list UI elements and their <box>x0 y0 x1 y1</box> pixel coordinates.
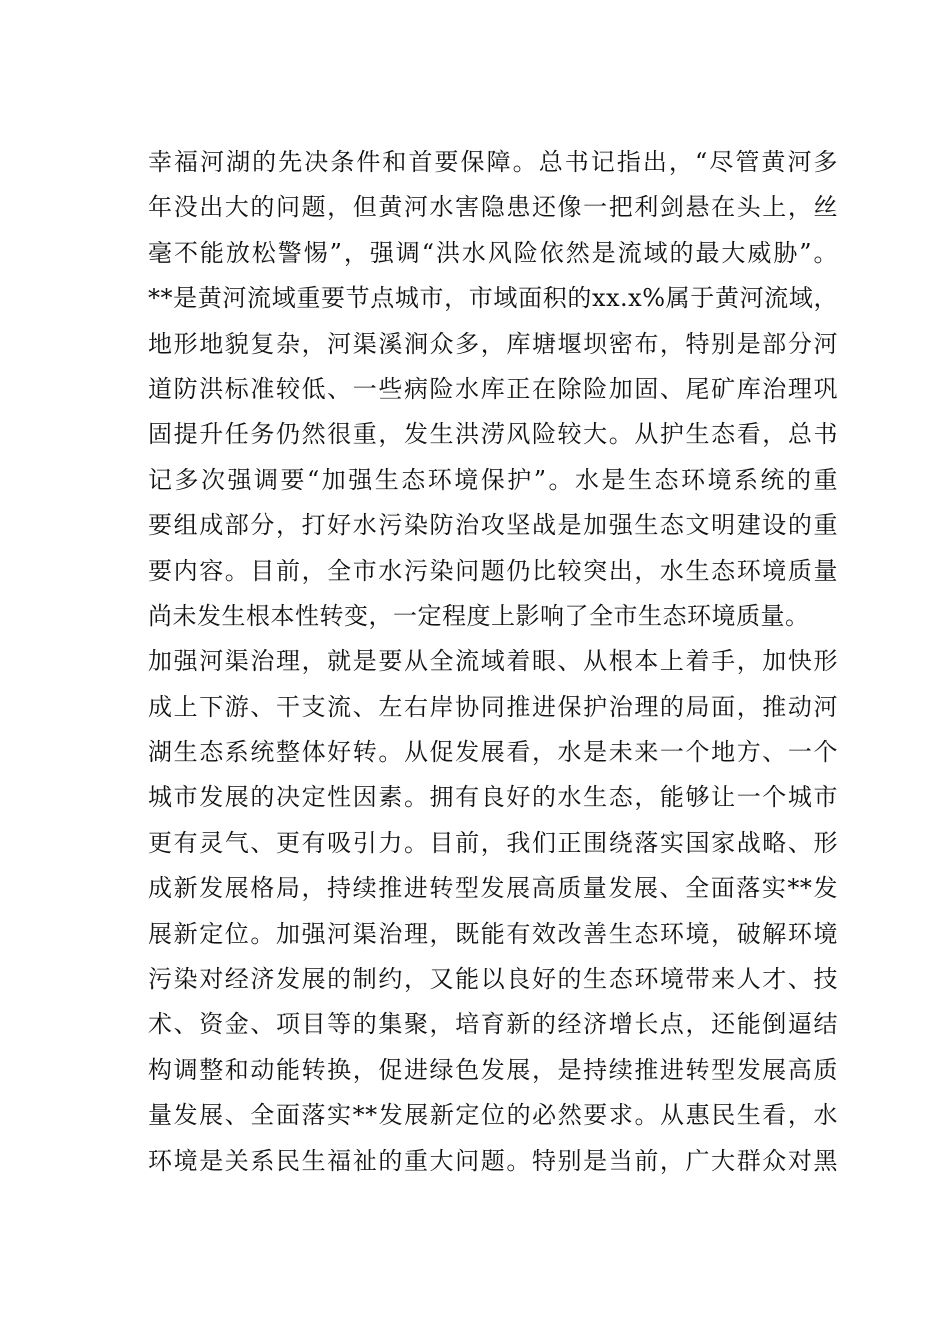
text-line: 污染对经济发展的制约，又能以良好的生态环境带来人才、技 <box>148 965 838 994</box>
text-line: 城市发展的决定性因素。拥有良好的水生态，能够让一个城市 <box>148 783 838 812</box>
text-line: 术、资金、项目等的集聚，培育新的经济增长点，还能倒逼结 <box>148 1010 838 1039</box>
text-line: 成新发展格局，持续推进转型发展高质量发展、全面落实**发 <box>148 874 838 903</box>
text-line: 尚未发生根本性转变，一定程度上影响了全市生态环境质量。 <box>148 601 810 630</box>
text-line: 量发展、全面落实**发展新定位的必然要求。从惠民生看，水 <box>148 1101 838 1130</box>
text-line: 毫不能放松警惕”，强调“洪水风险依然是流域的最大威胁”。 <box>148 238 838 267</box>
text-line: 构调整和动能转换，促进绿色发展，是持续推进转型发展高质 <box>148 1055 838 1084</box>
text-line: 更有灵气、更有吸引力。目前，我们正围绕落实国家战略、形 <box>148 828 838 857</box>
text-line: 展新定位。加强河渠治理，既能有效改善生态环境，破解环境 <box>148 919 838 948</box>
text-line: 湖生态系统整体好转。从促发展看，水是未来一个地方、一个 <box>148 738 838 767</box>
text-line: 加强河渠治理，就是要从全流域着眼、从根本上着手，加快形 <box>148 647 838 676</box>
text-line: 要内容。目前，全市水污染问题仍比较突出，水生态环境质量 <box>148 556 838 585</box>
text-line: 要组成部分，打好水污染防治攻坚战是加强生态文明建设的重 <box>148 511 838 540</box>
text-line: 成上下游、干支流、左右岸协同推进保护治理的局面，推动河 <box>148 692 838 721</box>
text-line: 年没出大的问题，但黄河水害隐患还像一把利剑悬在头上，丝 <box>148 193 838 222</box>
text-line: 地形地貌复杂，河渠溪涧众多，库塘堰坝密布，特别是部分河 <box>148 329 838 358</box>
text-line: 记多次强调要“加强生态环境保护”。水是生态环境系统的重 <box>148 465 838 494</box>
text-line: 环境是关系民生福祉的重大问题。特别是当前，广大群众对黑 <box>148 1146 838 1175</box>
text-line: 幸福河湖的先决条件和首要保障。总书记指出，“尽管黄河多 <box>148 148 838 176</box>
text-line: 固提升任务仍然很重，发生洪涝风险较大。从护生态看，总书 <box>148 420 838 449</box>
body-text <box>148 140 838 1184</box>
text-line: **是黄河流域重要节点城市，市域面积的xx.x%属于黄河流域， <box>148 284 838 313</box>
text-line: 道防洪标准较低、一些病险水库正在除险加固、尾矿库治理巩 <box>148 374 838 403</box>
